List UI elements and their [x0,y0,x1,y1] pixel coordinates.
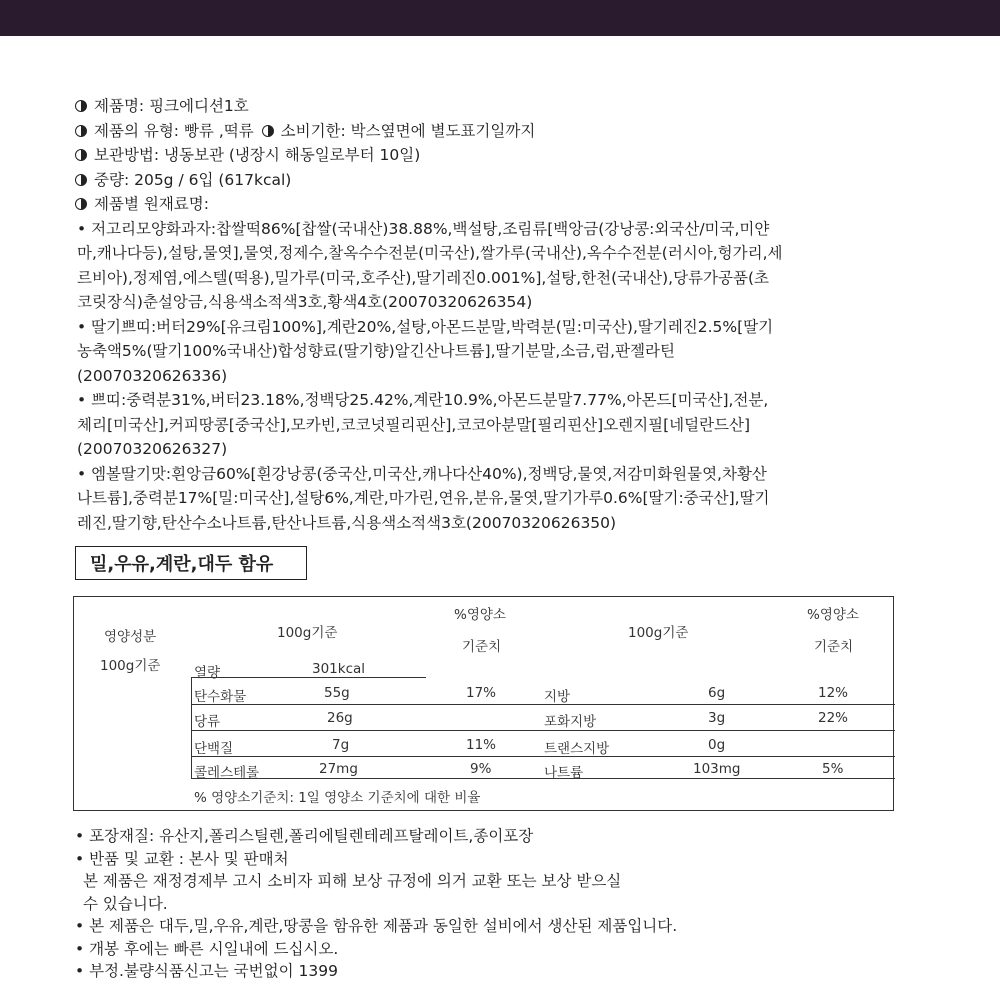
ingredient-line: 마,캐나다등),설탕,물엿],물엿,정제수,찰옥수수전분(미국산),쌀가루(국내산),옥수수전분(러시아,헝가리,세 [77,244,783,262]
nutrient-pct: 5% [822,761,844,777]
ingredients-list [75,217,955,536]
half-circle-icon [75,174,87,186]
ingredients-title-row [75,192,955,217]
energy-label: 열량 [194,665,221,681]
product-type: 제품의 유형: 빵류 ,떡류 [94,121,254,140]
nutrient-pct: 22% [818,710,849,726]
nutrient-name: 단백질 [194,741,234,757]
nutrient-amount: 7g [332,737,350,753]
nutrient-pct: 11% [466,737,497,753]
nutrient-name: 지방 [544,689,571,705]
allergen-box [75,546,307,580]
basis-header: 100g기준 [100,658,161,674]
product-info [75,94,955,535]
nutrient-header: 영양성분 [104,629,157,645]
ingredient-line: 레진,딸기향,탄산수소나트륨,탄산나트륨,식용색소적색3호(20070320626350) [77,513,617,532]
ingredient-line: (20070320626336) [77,366,228,385]
nutrient-amount: 103mg [693,761,741,777]
nutrient-name: 콜레스테롤 [194,765,260,781]
allergen-text: 밀,우유,계란,대두 함유 [90,554,274,575]
table-divider [191,730,895,731]
ingredient-item [77,462,955,536]
ingredient-item [77,217,955,315]
nutrient-name: 나트륨 [544,765,584,781]
half-circle-icon [75,198,87,210]
ingredient-line: 나트륨],중력분17%[밀:미국산],설탕6%,계란,마가린,연유,분유,물엿,딸기가루0.6%[딸기:중국산],딸기 [77,489,770,507]
per100-header-left: 100g기준 [277,625,338,641]
expiry: 소비기한: 박스옆면에 별도표기일까지 [280,121,536,140]
allergy-facility-note: • 본 제품은 대두,밀,우유,계란,땅콩을 함유한 제품과 동일한 설비에서 생산된 제품입니다. [75,917,678,935]
packaging-note: • 포장재질: 유산지,폴리스틸렌,폴리에틸렌테레프탈레이트,종이포장 [75,827,534,845]
nutrient-amount: 0g [708,737,726,753]
ingredient-item [77,388,955,462]
nutrition-footnote: % 영양소기준치: 1일 영양소 기준치에 대한 비율 [194,790,481,806]
ingredient-line: 농축액5%(딸기100%국내산)합성향료(딸기향)알긴산나트륨],딸기분말,소금,럼,판젤라틴 [77,342,675,360]
ingredient-item [77,315,955,389]
report-note: • 부정.불량식품신고는 국번없이 1399 [75,962,338,980]
nutrient-name: 탄수화물 [194,689,247,705]
half-circle-icon [75,125,87,137]
nutrient-pct: 17% [466,685,497,701]
nutrient-name: 당류 [194,714,221,730]
ingredient-line: • 저고리모양화과자:찹쌀떡86%[찹쌀(국내산)38.88%,백설탕,조림류[백앙금(강낭콩:외국산/미국,미얀 [77,219,770,238]
product-name: 제품명: 핑크에디션1호 [94,97,249,115]
returns-note: • 반품 및 교환 : 본사 및 판매처 [75,849,289,868]
nutrient-amount: 3g [708,710,726,726]
product-type-row [75,119,955,144]
ingredients-title: 제품별 원재료명: [94,195,209,213]
pct-header-right-2: 기준치 [814,639,854,655]
half-circle-icon [75,149,87,161]
pct-header-left-1: %영양소 [454,607,506,623]
table-divider [191,677,426,678]
nutrient-amount: 26g [327,710,353,726]
product-name-row [75,94,955,119]
ingredient-line: 코릿장식)춘설앙금,식용색소적색3호,황색4호(20070320626354) [77,293,533,311]
consume-note: • 개봉 후에는 빠른 시일내에 드십시오. [75,939,339,958]
weight: 중량: 205g / 6입 (617kcal) [94,170,292,189]
returns-detail: 수 있습니다. [83,894,168,913]
nutrient-name: 포화지방 [544,714,597,730]
table-divider [191,704,895,705]
nutrient-pct: 9% [470,761,492,777]
top-bar [0,0,1000,36]
pct-header-right-1: %영양소 [807,607,859,623]
nutrient-amount: 6g [708,685,726,701]
table-divider [191,778,895,779]
half-circle-icon [75,100,87,112]
pct-header-left-2: 기준치 [462,639,502,655]
ingredient-line: • 쁘띠:중력분31%,버터23.18%,정백당25.42%,계란10.9%,아몬드분말7.77%,아몬드[미국산],전분, [77,391,769,409]
weight-row [75,168,955,193]
bottom-notes [75,825,955,983]
ingredient-line: • 엠볼딸기맛:흰앙금60%[흰강낭콩(중국산,미국산,캐나다산40%),정백당,물엿,저감미화원물엿,차황산 [77,464,767,483]
returns-detail: 본 제품은 재정경제부 고시 소비자 피해 보상 규정에 의거 교환 또는 보상 받으실 [83,872,622,890]
table-divider [191,677,192,778]
ingredient-line: • 딸기쁘띠:버터29%[유크림100%],계란20%,설탕,아몬드분말,박력분(밀:미국산),딸기레진2.5%[딸기 [77,317,774,336]
energy-value: 301kcal [312,661,366,677]
nutrient-name: 트랜스지방 [544,741,610,757]
nutrient-pct: 12% [818,685,849,701]
half-circle-icon [262,125,274,137]
table-divider [191,756,895,757]
storage: 보관방법: 냉동보관 (냉장시 해동일로부터 10일) [94,146,421,164]
ingredient-line: (20070320626327) [77,440,228,458]
per100-header-right: 100g기준 [628,625,689,641]
ingredient-line: 체리[미국산],커피땅콩[중국산],모카빈,코코넛필리핀산],코코아분말[필리핀산]오렌지필[네덜란드산] [77,415,751,434]
nutrient-amount: 27mg [319,761,358,777]
ingredient-line: 르비아),정제염,에스텔(떡용),밀가루(미국,호주산),딸기레진0.001%],설탕,한천(국내산),당류가공품(초 [77,268,769,287]
storage-row [75,143,955,168]
nutrient-amount: 55g [324,685,350,701]
nutrition-table [73,596,894,811]
